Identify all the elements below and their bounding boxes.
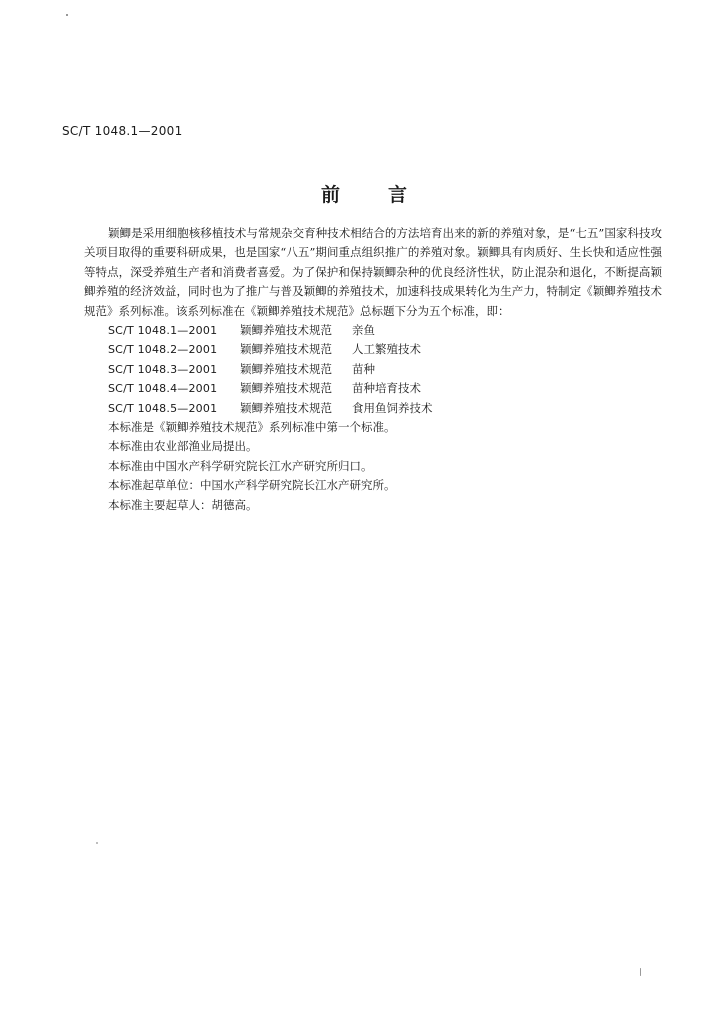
standard-part: 苗种培育技术: [352, 381, 421, 396]
note-line: 本标准由农业部渔业局提出。: [108, 439, 258, 454]
page-title: 前言: [320, 184, 455, 206]
scan-speck: [640, 968, 641, 976]
standard-title: 颖鲫养殖技术规范: [240, 361, 332, 376]
standards-list: [84, 321, 662, 418]
standard-code: SC/T 1048.3—2001: [108, 362, 218, 376]
standard-part: 人工繁殖技术: [352, 342, 421, 357]
standard-title: 颖鲫养殖技术规范: [240, 381, 332, 396]
standard-code: SC/T 1048.5—2001: [108, 401, 218, 415]
standard-item: [84, 399, 662, 418]
standard-code: SC/T 1048.4—2001: [108, 382, 218, 396]
scan-speck: [96, 842, 98, 844]
standard-code: SC/T 1048.1—2001: [108, 324, 218, 338]
document-code: SC/T 1048.1—2001: [62, 124, 183, 138]
note-line: 本标准起草单位：中国水产科学研究院长江水产研究所。: [108, 478, 396, 493]
standard-part: 苗种: [352, 361, 375, 376]
intro-paragraph: 颖鲫是采用细胞核移植技术与常规杂交育种技术相结合的方法培育出来的新的养殖对象，是“七五”国家科技攻关项目取得的重要科研成果，也是国家“八五”期间重点组织推广的养殖对象。颖鲫具有肉质好、生长快和适应性强等特点，深受养殖生产者和消费者喜爱。为了保护和保持颖鲫杂种的优良经济性状，防止混杂和退化，不断提高颖鲫养殖的经济效益，同时也为了推广与普及颖鲫的养殖技术，加速科技成果转化为生产力，特制定《颖鲫养殖技术规范》系列标准。该系列标准在《颖鲫养殖技术规范》总标题下分为五个标准，即：: [84, 226, 662, 318]
standard-title: 颖鲫养殖技术规范: [240, 342, 332, 357]
foreword-body: [84, 224, 662, 515]
note-line: 本标准由中国水产科学研究院长江水产研究所归口。: [108, 458, 373, 473]
standard-title: 颖鲫养殖技术规范: [240, 400, 332, 415]
note-line: 本标准主要起草人：胡德高。: [108, 497, 258, 512]
standard-item: [84, 321, 662, 340]
scan-speck: [66, 14, 68, 16]
standard-code: SC/T 1048.2—2001: [108, 343, 218, 357]
note-line: 本标准是《颖鲫养殖技术规范》系列标准中第一个标准。: [108, 419, 396, 434]
standard-item: [84, 379, 662, 398]
standard-part: 亲鱼: [352, 323, 375, 338]
standard-title: 颖鲫养殖技术规范: [240, 323, 332, 338]
standard-part: 食用鱼饲养技术: [352, 400, 433, 415]
standard-item: [84, 340, 662, 359]
standard-item: [84, 360, 662, 379]
